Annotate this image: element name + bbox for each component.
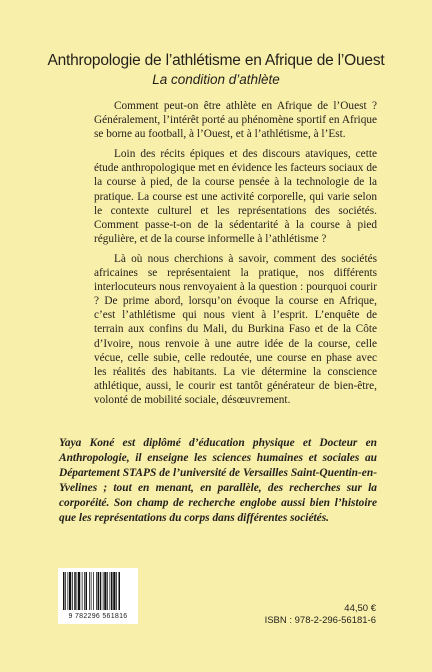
- barcode: [58, 568, 138, 624]
- isbn: ISBN : 978-2-296-56181-6: [264, 615, 376, 626]
- summary-paragraph-3: Là où nous cherchions à savoir, comment des sociétés africaines se représentaient la pratique, nos différents interlocuteurs nous renvoyaient à la question : pourquoi courir ? De prime abord, lorsqu’on évoque la course en Afrique, c’est l’athlétisme qui nous vient à l’esprit. L’enquête de terrain aux confins du Mali, du Burkina Faso et de la Côte d’Ivoire, nous renvoie à une autre idée de la course, celle vécue, celle subie, celle redoutée, une course en phase avec les réalités des habitants. La vie détermine la conscience athlétique, aussi, le courir est tantôt générateur de bien-être, volonté de mobilité sociale, désœuvrement.: [94, 252, 377, 406]
- book-title: Anthropologie de l’athlétisme en Afrique de l’Ouest: [47, 52, 385, 69]
- author-bio: Yaya Koné est diplômé d’éducation physique et Docteur en Anthropologie, il enseigne les sciences humaines et sociales au Département STAPS de l’université de Versailles Saint-Quentin-en-Yvelines ; tout en menant, en parallèle, des recherches sur la corporéité. Son champ de recherche englobe aussi bien l’histoire que les représentations du corps dans différentes sociétés.: [59, 437, 377, 524]
- barcode-icon: [62, 572, 134, 612]
- price: 44,50 €: [344, 603, 376, 614]
- barcode-number: 9 782296 561816: [68, 613, 128, 620]
- book-subtitle: La condition d’athlète: [152, 72, 280, 87]
- summary-text: [94, 99, 377, 413]
- summary-paragraph-1: Comment peut-on être athlète en Afrique de l’Ouest ? Généralement, l’intérêt porté au phénomène sportif en Afrique se borne au football, à l’Ouest, et à l’athlétisme, à l’Est.: [94, 100, 377, 141]
- summary-paragraph-2: Loin des récits épiques et des discours ataviques, cette étude anthropologique met en évidence les facteurs sociaux de la course à pied, de la course pensée à la technologie de la pratique. La course est une activité corporelle, qui varie selon le contexte culturel et les représentations des sociétés. Comment passe-t-on de la sédentarité à la course à pied régulière, et de la course informelle à l’athlétisme ?: [94, 148, 377, 245]
